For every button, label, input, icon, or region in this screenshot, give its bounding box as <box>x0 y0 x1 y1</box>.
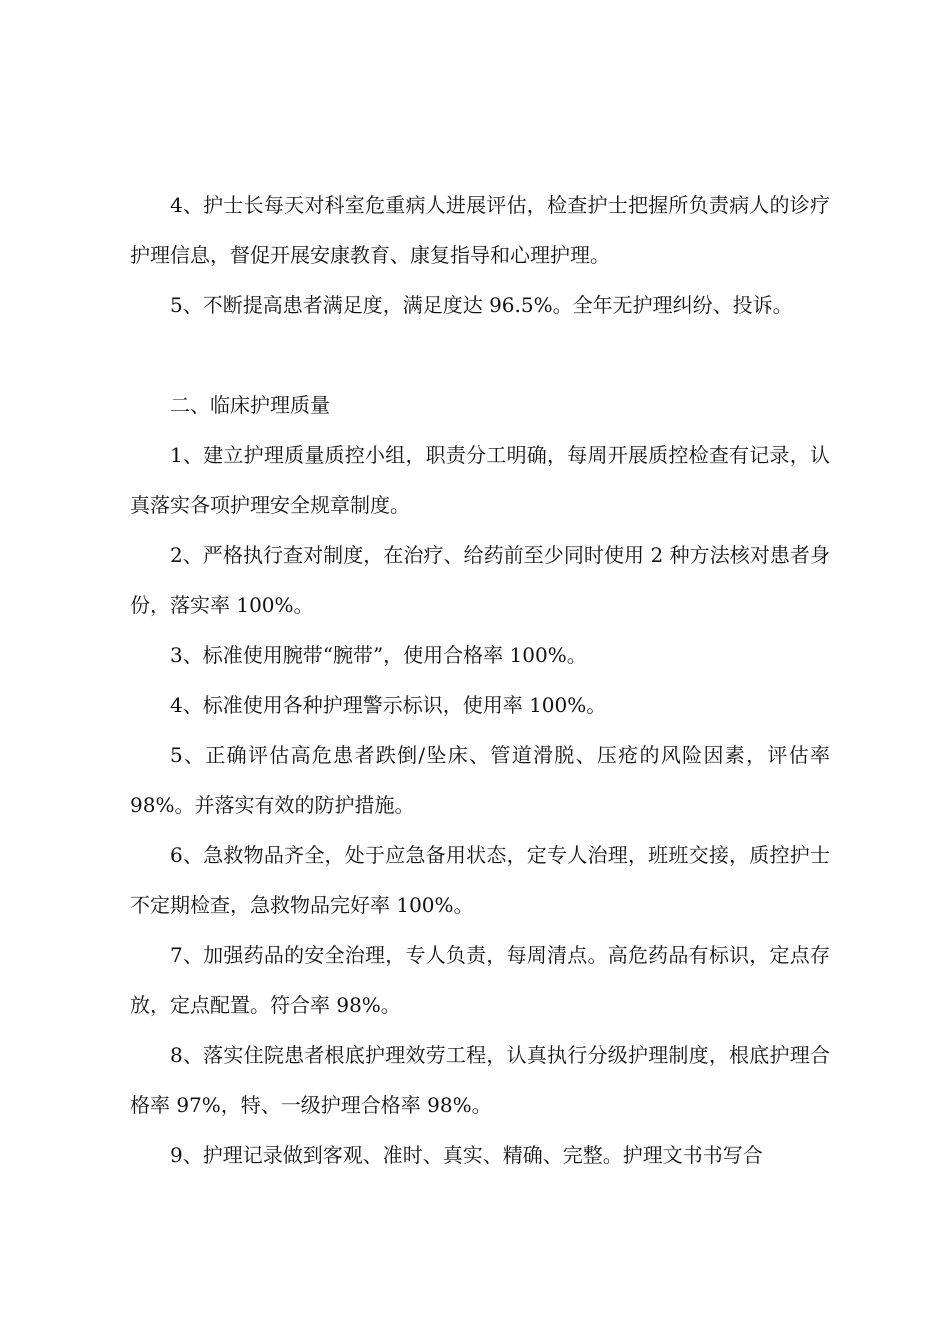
paragraph-basic-nursing: 8、落实住院患者根底护理效劳工程，认真执行分级护理制度，根底护理合格率 97%，特、一级护理合格率 98%。 <box>130 1043 830 1117</box>
paragraph-head-nurse-assessment: 4、护士长每天对科室危重病人进展评估，检查护士把握所负责病人的诊疗护理信息，督促开展安康教育、康复指导和心理护理。 <box>130 193 830 267</box>
paragraph-emergency-supplies: 6、急救物品齐全，处于应急备用状态，定专人治理，班班交接，质控护士不定期检查，急救物品完好率 100%。 <box>130 843 830 917</box>
paragraph-quality-control-group: 1、建立护理质量质控小组，职责分工明确，每周开展质控检查有记录，认真落实各项护理安全规章制度。 <box>130 443 830 517</box>
paragraph-patient-satisfaction: 5、不断提高患者满足度，满足度达 96.5%。全年无护理纠纷、投诉。 <box>170 293 793 317</box>
paragraph-wristband-usage: 3、标准使用腕带“腕带”，使用合格率 100%。 <box>170 643 587 667</box>
paragraph-warning-signs: 4、标准使用各种护理警示标识，使用率 100%。 <box>170 693 607 717</box>
paragraph-drug-safety: 7、加强药品的安全治理，专人负责，每周清点。高危药品有标识，定点存放，定点配置。符合率 98%。 <box>130 943 830 1017</box>
paragraph-verification-system: 2、严格执行查对制度，在治疗、给药前至少同时使用 2 种方法核对患者身份，落实率 100%。 <box>130 543 830 617</box>
section-heading-clinical-quality: 二、临床护理质量 <box>170 393 330 417</box>
paragraph-risk-assessment: 5、正确评估高危患者跌倒/坠床、管道滑脱、压疮的风险因素，评估率 98%。并落实有效的防护措施。 <box>130 743 830 817</box>
paragraph-nursing-records: 9、护理记录做到客观、准时、真实、精确、完整。护理文书书写合 <box>170 1143 763 1167</box>
